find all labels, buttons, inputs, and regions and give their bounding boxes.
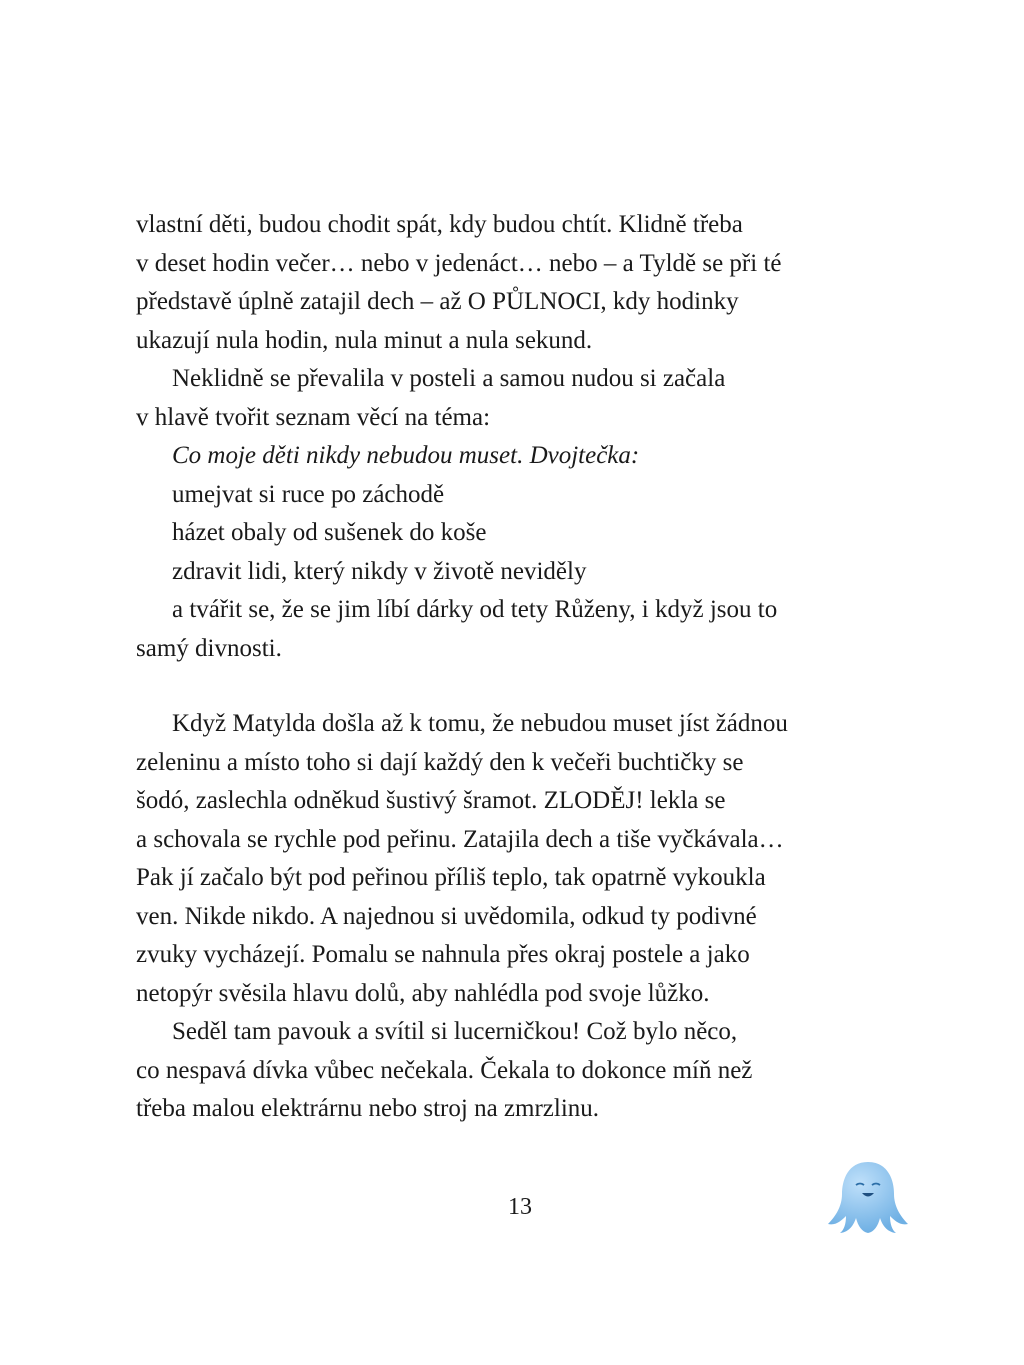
text-line: samý divnosti. [136, 634, 282, 662]
text-line: Co moje děti nikdy nebudou muset. Dvojtečka: [172, 442, 640, 469]
text-line: v hlavě tvořit seznam věcí na téma: [136, 403, 491, 431]
text-line: vlastní děti, budou chodit spát, kdy budou chtít. Klidně třeba [136, 211, 743, 238]
text-line: a tvářit se, že se jim líbí dárky od tety Růženy, i když jsou to [172, 596, 778, 623]
text-section-1 [136, 206, 896, 668]
text-line: představě úplně zatajil dech – až O PŮLNOCI, kdy hodinky [136, 288, 739, 315]
text-line: Když Matylda došla až k tomu, že nebudou muset jíst žádnou [172, 710, 788, 737]
text-line: a schovala se rychle pod peřinu. Zatajila dech a tiše vyčkávala… [136, 825, 784, 853]
text-line: Pak jí začalo být pod peřinou příliš teplo, tak opatrně vykoukla [136, 864, 766, 891]
text-line: Seděl tam pavouk a svítil si lucerničkou! Což bylo něco, [172, 1018, 738, 1045]
text-line: šodó, zaslechla odněkud šustivý šramot. ZLODĚJ! lekla se [136, 787, 726, 814]
text-line: umejvat si ruce po záchodě [172, 480, 445, 508]
text-line: zeleninu a místo toho si dají každý den k večeři buchtičky se [136, 748, 744, 776]
ghost-mascot-icon [824, 1158, 912, 1234]
text-line: házet obaly od sušenek do koše [172, 519, 487, 546]
text-line: třeba malou elektrárnu nebo stroj na zmrzlinu. [136, 1095, 600, 1122]
text-line: Neklidně se převalila v posteli a samou nudou si začala [172, 365, 726, 392]
text-line: netopýr svěsila hlavu dolů, aby nahlédla pod svoje lůžko. [136, 979, 710, 1007]
text-line: zdravit lidi, který nikdy v životě neviděly [172, 557, 587, 585]
text-line: ukazují nula hodin, nula minut a nula sekund. [136, 326, 593, 354]
page-number: 13 [508, 1194, 532, 1220]
text-line: zvuky vycházejí. Pomalu se nahnula přes okraj postele a jako [136, 941, 750, 968]
text-line: ven. Nikde nikdo. A najednou si uvědomila, odkud ty podivné [136, 902, 757, 930]
text-section-2 [136, 705, 896, 1129]
text-line: v deset hodin večer… nebo v jedenáct… nebo – a Tyldě se při té [136, 249, 782, 277]
text-line: co nespavá dívka vůbec nečekala. Čekala to dokonce míň než [136, 1056, 753, 1084]
